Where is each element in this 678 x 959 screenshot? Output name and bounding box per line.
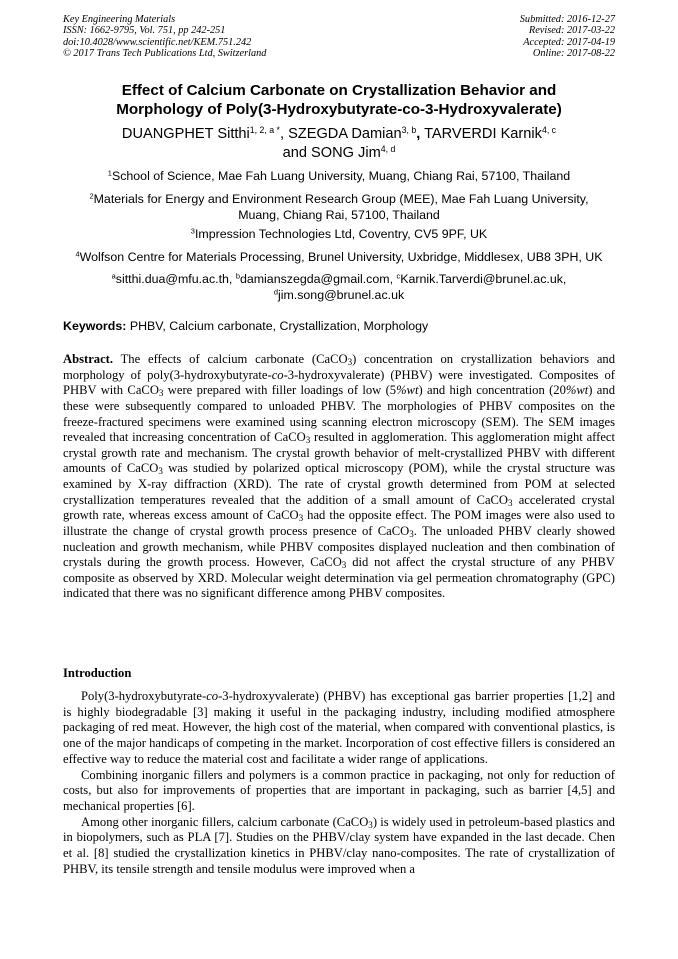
affil-number: 1	[107, 168, 112, 178]
abstract-label: Abstract.	[63, 352, 114, 366]
email-sup: d	[273, 287, 278, 297]
author-name: TARVERDI Karnik	[424, 126, 542, 142]
affil-text: Impression Technologies Ltd, Coventry, CV5 9PF, UK	[194, 227, 488, 241]
subscript: 3	[347, 356, 353, 367]
paper-title	[63, 81, 615, 119]
doi: doi:10.4028/www.scientific.net/KEM.751.242	[63, 36, 252, 48]
subscript: 3	[508, 497, 513, 508]
abstract-text: ) concentration on crystallization behaviors and morphology of poly(3-hydroxybutyrate-	[63, 352, 616, 382]
affil-text: Muang, Chiang Rai, 57100, Thailand	[238, 208, 440, 222]
author-name: SZEGDA Damian	[288, 126, 402, 142]
italic-text: co	[206, 689, 219, 703]
email-address[interactable]: sitthi.dua@mfu.ac.th,	[115, 272, 233, 286]
author-affil-sup: 1, 2, a *	[249, 124, 280, 135]
journal-header	[63, 14, 266, 60]
accepted-date: Accepted: 2017-04-19	[523, 36, 615, 48]
copyright: © 2017 Trans Tech Publications Ltd, Switzerland	[63, 48, 267, 60]
email-sup: c	[396, 271, 401, 281]
keywords-label: Keywords:	[63, 319, 127, 333]
affil-number: 4	[75, 249, 80, 259]
title-line-1: Effect of Calcium Carbonate on Crystallization Behavior and	[121, 82, 557, 99]
abstract-text: had the opposite effect. The POM images were also used to illustrate the change of crystal growth process presence of CaCO	[63, 508, 615, 538]
affil-text: School of Science, Mae Fah Luang University, Muang, Chiang Rai, 57100, Thailand	[111, 169, 571, 183]
abstract-text: were prepared with filler loadings of low (5	[163, 383, 397, 398]
abstract-text: . The unloaded PHBV clearly showed nucleation and growth mechanism, while PHBV composites displayed nucleation and then combination of crystals during the growth process. However, CaCO	[63, 523, 615, 570]
abstract-italic: co	[271, 367, 284, 382]
affil-number: 3	[190, 226, 195, 236]
affil-text: Materials for Energy and Environment Research Group (MEE), Mae Fah Luang University,	[93, 192, 589, 206]
subscript: 3	[158, 388, 164, 399]
introduction-body	[63, 689, 615, 877]
paragraph	[63, 815, 615, 878]
abstract-text: did not affect the crystal structure of any PHBV composite as observed by XRD. Molecular weight determination via gel permeation chromatography (GPC) indicated that there was no significant difference among PHBV composites.	[63, 555, 615, 601]
abstract-text: resulted in agglomeration. This agglomeration might affect crystal growth rate and mechanism. The crystal growth behavior of melt-crystallized PHBV with different amounts of CaCO	[63, 430, 615, 476]
abstract	[63, 352, 615, 602]
email-sup: b	[235, 271, 240, 281]
title-line-2: Morphology of Poly(3-Hydroxybutyrate-co-3-Hydroxyvalerate)	[116, 101, 562, 118]
subscript: 3	[409, 528, 414, 539]
issn: ISSN: 1662-9795, Vol. 751, pp 242-251	[63, 25, 226, 37]
abstract-italic: %wt	[565, 383, 589, 398]
author-name: DUANGPHET Sitthi	[121, 126, 250, 142]
affiliation-4	[63, 249, 615, 265]
online-date: Online: 2017-08-22	[532, 48, 615, 60]
keywords	[63, 319, 428, 334]
author-affil-sup: 3, b	[401, 124, 417, 135]
revised-date: Revised: 2017-03-22	[528, 25, 615, 37]
email-address[interactable]: damianszegda@gmail.com,	[239, 272, 394, 286]
abstract-text: The effects of calcium carbonate (CaCO	[120, 352, 348, 366]
abstract-text: was studied by polarized optical microscopy (POM), while the crystal structure was examined by X-ray diffraction (XRD). The rate of crystal growth determined from POM at selected crystallization temperatures revealed that the addition of a small amount of CaCO	[63, 461, 615, 507]
keywords-text: PHBV, Calcium carbonate, Crystallization, Morphology	[129, 319, 429, 333]
author-affil-sup: 4, d	[380, 143, 396, 154]
author-and: and	[282, 145, 307, 161]
subscript: 3	[298, 513, 304, 524]
affiliation-2	[63, 191, 615, 223]
affiliation-3	[63, 226, 615, 242]
author-name: SONG Jim	[311, 145, 381, 161]
paragraph	[63, 689, 615, 768]
submitted-date: Submitted: 2016-12-27	[519, 14, 615, 25]
email-address[interactable]: jim.song@brunel.ac.uk	[277, 288, 405, 302]
paragraph: Combining inorganic fillers and polymers is a common practice in packaging, not only for reduction of costs, but also for improvements of properties that are important in packaging, such as barrier [4,5] and mechanical properties [6].	[63, 767, 615, 813]
paragraph-text: ) is widely used in petroleum-based plastics and in biopolymers, such as PLA [7]. Studies on the PHBV/clay system have expanded in the last decade. Chen et al. [8] studied the crystallization kinetics in PHBV/clay nano-composites. The rate of crystallization of PHBV, its tensile strength and tensile modulus were improved when a	[63, 814, 615, 876]
journal-name: Key Engineering Materials	[63, 14, 176, 25]
affil-text: Wolfson Centre for Materials Processing, Brunel University, Uxbridge, Middlesex, UB8 3PH, UK	[79, 250, 603, 264]
subscript: 3	[158, 466, 163, 477]
dates-header	[520, 14, 615, 60]
abstract-text: accelerated crystal growth rate, whereas excess amount of CaCO	[63, 492, 616, 523]
abstract-text: ) and high concentration (20	[418, 383, 566, 398]
subscript: 3	[305, 434, 311, 445]
email-sup: a	[111, 271, 116, 281]
paragraph-text: Among other inorganic fillers, calcium carbonate (CaCO	[81, 814, 369, 829]
email-address[interactable]: Karnik.Tarverdi@brunel.ac.uk,	[400, 272, 567, 286]
subscript: 3	[368, 819, 373, 830]
paragraph-text: -3-hydroxyvalerate) (PHBV) has exceptional gas barrier properties [1,2] and is highly biodegradable [3] making it useful in the packaging industry, including modified atmosphere packaging of red meat. However, the high cost of the material, when compared with conventional plastics, is one of the major handicaps of competing in the market. Incorporation of cost effective fillers is considered an effective way to reduce the material cost and facilitate a wider range of applications.	[63, 689, 615, 766]
subscript: 3	[341, 559, 347, 570]
abstract-italic: %wt	[396, 383, 419, 398]
affiliation-1	[63, 168, 615, 184]
author-affil-sup: 4, c	[541, 124, 557, 135]
author-list: DUANGPHET Sitthi$^{1, 2, a *}$, SZEGDA Damian$^{3, b}$, TARVERDI Karnik$^{4, c}$ and SONG Jim$^{4, d}$	[121, 124, 557, 161]
paragraph-text: Poly(3-hydroxybutyrate-	[81, 689, 207, 703]
section-heading-introduction: Introduction	[63, 666, 132, 680]
affil-number: 2	[89, 191, 94, 201]
abstract-text: -3-hydroxyvalerate) (PHBV) were investigated. Composites of PHBV with CaCO	[63, 367, 615, 398]
email-list	[63, 271, 615, 303]
abstract-text: ) and these were subsequently compared to unloaded PHBV. The morphologies of PHBV composites on the freeze-fractured specimens were examined using scanning electron microscopy (SEM). The SEM images revealed that increasing concentration of CaCO	[63, 383, 615, 445]
